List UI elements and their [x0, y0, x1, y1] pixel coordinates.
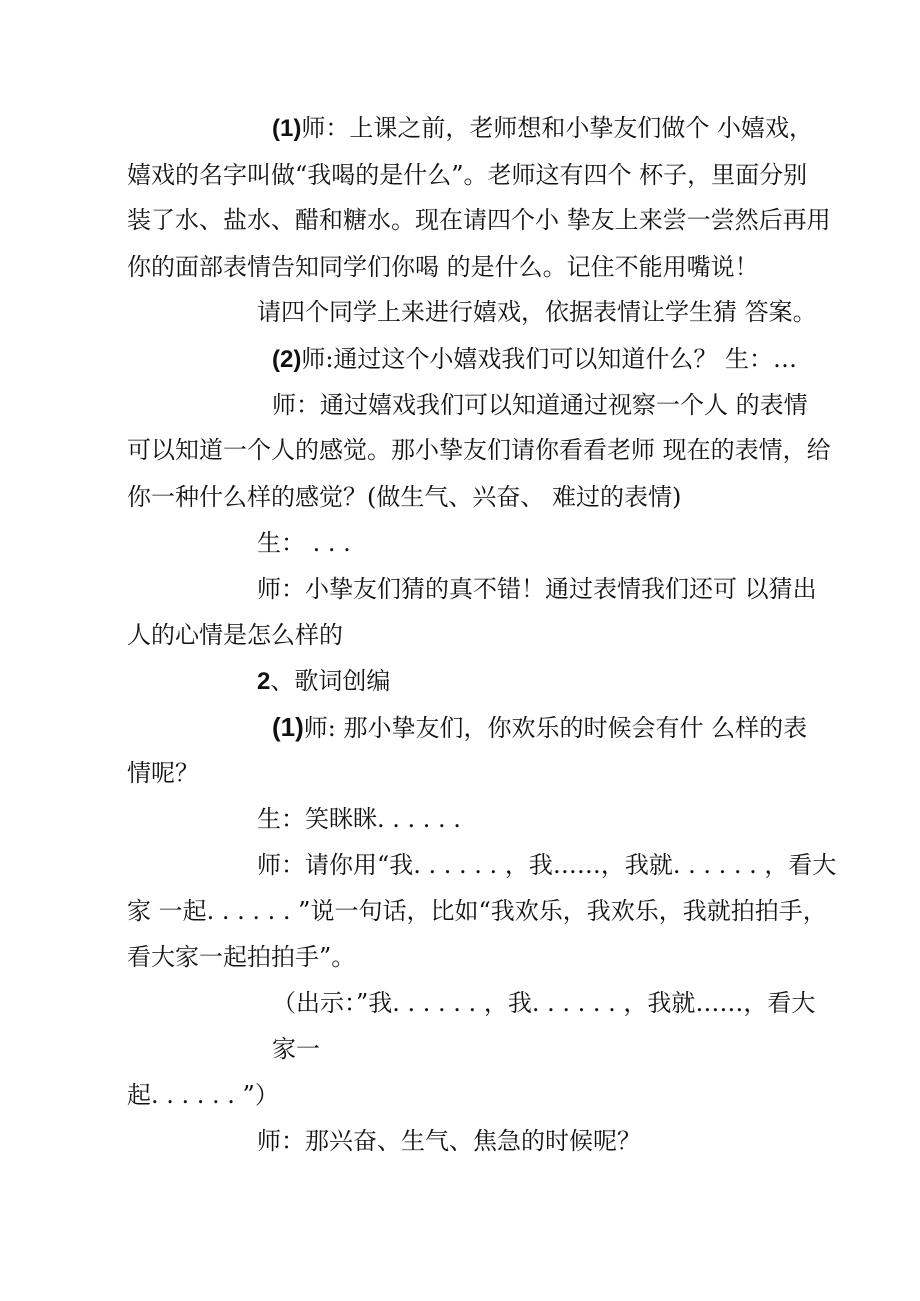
- para-line: 家 一起. . . . . . ”说一句话，比如“我欢乐，我欢乐，我就拍拍手，: [127, 897, 827, 925]
- section-heading: 2、歌词创编: [257, 667, 391, 695]
- item-number: (1): [272, 115, 302, 142]
- para-line: (1)师：上课之前，老师想和小挚友们做个 小嬉戏，: [272, 114, 813, 142]
- para-line: 师：那兴奋、生气、焦急的时候呢？: [257, 1127, 641, 1155]
- para-line: 嬉戏的名字叫做“我喝的是什么”。老师这有四个 杯子，里面分别: [127, 161, 808, 189]
- para-line: 看大家一起拍拍手”。: [127, 943, 356, 971]
- para-line: 起. . . . . . ”）: [127, 1081, 279, 1109]
- para-line: 师：通过嬉戏我们可以知道通过视察一个人 的表情: [272, 391, 808, 419]
- para-line: (1)师: 那小挚友们，你欢乐的时候会有什 么样的表: [272, 712, 808, 742]
- para-line: 请四个同学上来进行嬉戏，依据表情让学生猜 答案。: [257, 298, 817, 326]
- para-line: 你一种什么样的感觉？(做生气、兴奋、 难过的表情): [127, 483, 682, 511]
- para-line: 装了水、盐水、醋和糖水。现在请四个小 挚友上来尝一尝然后再用: [127, 206, 831, 234]
- item-number: (1): [272, 712, 304, 742]
- item-number: (2): [272, 346, 302, 373]
- para-line: 情呢？: [127, 759, 199, 787]
- para-line: 生： . . .: [257, 529, 351, 557]
- para-line: 生：笑眯眯. . . . . .: [257, 805, 461, 833]
- para-line: (2)师:通过这个小嬉戏我们可以知道什么？ 生：…: [272, 345, 798, 373]
- para-line: 可以知道一个人的感觉。那小挚友们请你看看老师 现在的表情，给: [127, 436, 831, 464]
- para-line: 师：请你用“我. . . . . . ，我……，我就. . . . . . ，看大: [257, 851, 837, 879]
- para-line: （出示：”我. . . . . . ，我. . . . . . ，我就……，看大: [272, 989, 816, 1017]
- para-line: 家一: [272, 1035, 320, 1063]
- para-line: 师：小挚友们猜的真不错！通过表情我们还可 以猜出: [257, 575, 817, 603]
- section-number: 2: [257, 668, 271, 695]
- para-line: 人的心情是怎么样的: [127, 621, 343, 649]
- para-line: 你的面部表情告知同学们你喝 的是什么。记住不能用嘴说！: [127, 253, 759, 281]
